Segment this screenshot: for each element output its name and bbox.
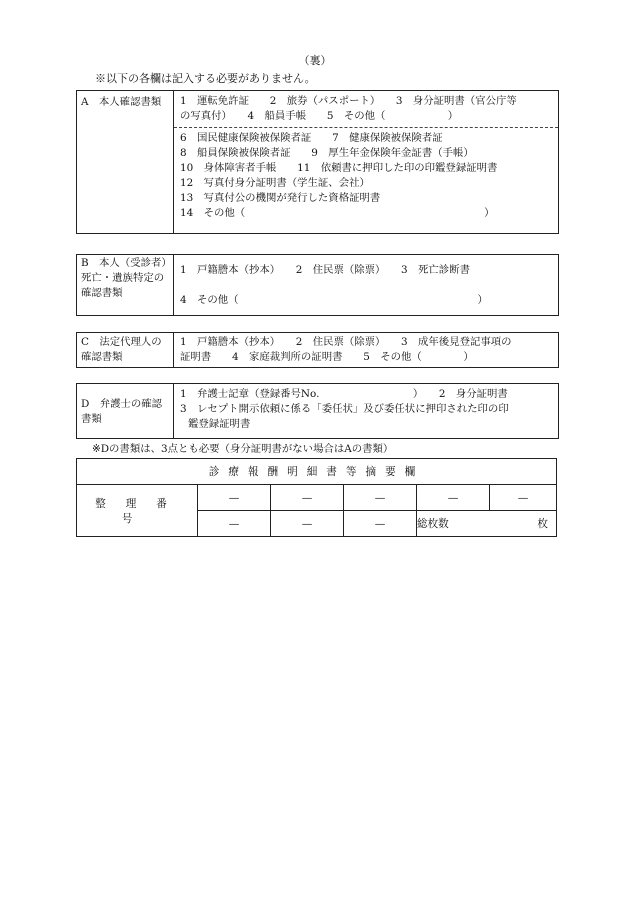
section-a-body [174, 91, 558, 233]
total-count-cell [417, 511, 557, 537]
section-a-line: 14 その他（ ） [180, 207, 495, 219]
section-b-line: 4 その他（ ） [180, 294, 488, 306]
dashed-divider [174, 127, 558, 128]
section-c-line: 証明書 4 家庭裁判所の証明書 5 その他（ ） [180, 351, 474, 363]
section-a-line: 10 身体障害者手帳 11 依頼書に押印した印の印鑑登録証明書 [180, 162, 498, 174]
row-label-seiri-bango: 整理番号 [77, 485, 198, 537]
summary-table [76, 458, 557, 537]
section-c-heading: C 法定代理人の確認書類 [77, 333, 174, 367]
section-d-box [76, 383, 559, 439]
number-cell: — [198, 511, 271, 537]
number-cell: — [344, 511, 417, 537]
section-b-body [174, 255, 558, 315]
section-a-line: 8 船員保険被保険者証 9 厚生年金保険年金証書（手帳） [180, 147, 474, 159]
number-cell: — [417, 485, 490, 511]
page-title: （裏） [298, 54, 332, 67]
summary-title: 診療報酬明細書等摘要欄 [77, 459, 557, 485]
section-a-line: 6 国民健康保険被保険者証 7 健康保険被保険者証 [180, 132, 443, 144]
total-count-unit: 枚 [537, 518, 548, 530]
section-a-line: 13 写真付公の機関が発行した資格証明書 [180, 192, 381, 204]
total-count-label: 総枚数 [417, 518, 449, 530]
number-cell: — [271, 485, 344, 511]
section-d-line: 3 レセプト開示依頼に係る「委任状」及び委任状に押印された印の印 [180, 403, 509, 415]
section-d-line: 鑑登録証明書 [188, 418, 251, 430]
section-a-box [76, 90, 559, 234]
section-d-body [174, 384, 558, 438]
section-c-line: 1 戸籍謄本（抄本） 2 住民票（除票） 3 成年後見登記事項の [180, 336, 512, 348]
number-cell: — [344, 485, 417, 511]
section-d-note: ※Dの書類は、3点とも必要（身分証明書がない場合はAの書類） [92, 443, 394, 455]
section-b-heading: B 本人（受診者）死亡・遺族特定の確認書類 [77, 255, 174, 315]
section-d-line: 1 弁護士記章（登録番号No. ） 2 身分証明書 [180, 388, 508, 400]
number-cell: — [198, 485, 271, 511]
section-d-heading: D 弁護士の確認書類 [77, 384, 174, 438]
notice-text: ※以下の各欄は記入する必要がありません。 [95, 72, 316, 85]
section-b-box [76, 254, 559, 316]
section-c-body [174, 333, 558, 367]
section-a-line: 12 写真付身分証明書（学生証、会社） [180, 177, 370, 189]
section-a-line: 1 運転免許証 2 旅券（パスポート） 3 身分証明書（官公庁等 [180, 95, 517, 107]
number-cell: — [490, 485, 557, 511]
section-a-heading: A 本人確認書類 [77, 91, 174, 233]
number-cell: — [271, 511, 344, 537]
section-a-line: の写真付） 4 船員手帳 5 その他（ ） [180, 110, 459, 122]
section-c-box [76, 332, 559, 368]
section-b-line: 1 戸籍謄本（抄本） 2 住民票（除票） 3 死亡診断書 [180, 264, 470, 276]
